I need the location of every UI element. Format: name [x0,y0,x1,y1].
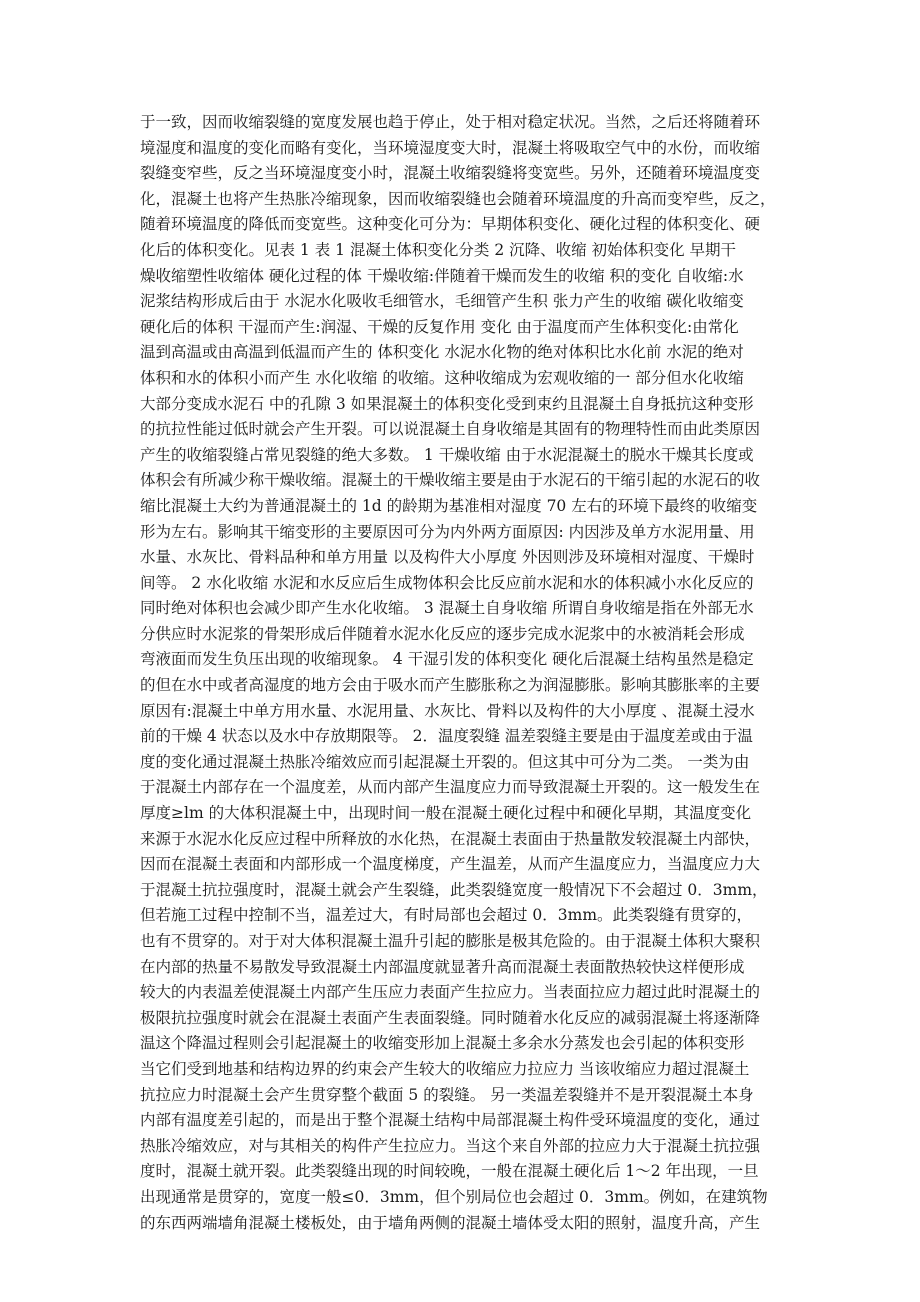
text-line: 形为左右。影响其干缩变形的主要原因可分为内外两方面原因: 内因涉及单方水泥用量、用 [140,522,755,541]
text-line: 热胀冷缩效应，对与其相关的构件产生拉应力。当这个来自外部的拉应力大于混凝土抗拉强 [140,1136,761,1155]
text-line: 产生的收缩裂缝占常见裂缝的绝大多数。 1 干燥收缩 由于水泥混凝土的脱水干燥其长度或 [140,445,754,464]
text-line: 境湿度和温度的变化而略有变化，当环境湿度变大时，混凝土将吸取空气中的水份，而收缩 [140,138,761,157]
text-line: 来源于水泥水化反应过程中所释放的水化热，在混凝土表面由于热量散发较混凝土内部快， [140,829,761,848]
text-line: 前的干燥 4 状态以及水中存放期限等。 2．温度裂缝 温差裂缝主要是由于温度差或由于温 [140,727,753,746]
text-line: 度时，混凝土就开裂。此类裂缝出现的时间较晚，一般在混凝土硬化后 1～2 年出现，一旦 [140,1162,759,1181]
text-line: 于一致，因而收缩裂缝的宽度发展也趋于停止，处于相对稳定状况。当然，之后还将随着环 [140,113,761,131]
body-text [140,110,784,1236]
text-line: 缩比混凝土大约为普通混凝土的 1d 的龄期为基准相对湿度 70 左右的环境下最终的收缩变 [140,496,758,515]
text-line: 出现通常是贯穿的，宽度一般≤0．3mm，但个别局位也会超过 0．3mm。例如，在建筑物 [140,1187,768,1206]
text-line: 原因有:混凝土中单方用水量、水泥用量、水灰比、骨料以及构件的大小厚度 、混凝土浸水 [140,701,755,720]
text-line: 较大的内表温差使混凝土内部产生压应力表面产生拉应力。当表面拉应力超过此时混凝土的 [140,983,761,1002]
text-line: 在内部的热量不易散发导致混凝土内部温度就显著升高而混凝土表面散热较快这样便形成 [140,957,745,976]
text-line: 随着环境温度的降低而变宽些。这种变化可分为：早期体积变化、硬化过程的体积变化、硬 [140,215,761,234]
text-line: 厚度≥lm 的大体积混凝土中，出现时间一般在混凝土硬化过程中和硬化早期，其温度变化 [140,804,752,823]
text-line: 水量、水灰比、骨料品种和单方用量 以及构件大小厚度 外因则涉及环境相对湿度、干燥时 [140,548,755,567]
text-line: 度的变化通过混凝土热胀冷缩效应而引起混凝土开裂的。但这其中可分为二类。 一类为由 [140,752,750,771]
text-line: 于混凝土抗拉强度时，混凝土就会产生裂缝，此类裂缝宽度一般情况下不会超过 0．3mm， [140,880,768,899]
text-line: 温这个降温过程则会引起混凝土的收缩变形加上混凝土多余水分蒸发也会引起的体积变形 [140,1034,745,1053]
text-line: 当它们受到地基和结构边界的约束会产生较大的收缩应力拉应力 当该收缩应力超过混凝土 [140,1059,750,1078]
text-line: 分供应时水泥浆的骨架形成后伴随着水泥水化反应的逐步完成水泥浆中的水被消耗会形成 [140,624,745,643]
text-line: 内部有温度差引起的，而是出于整个混凝土结构中局部混凝土构件受环境温度的变化，通过 [140,1111,761,1130]
text-line: 大部分变成水泥石 中的孔隙 3 如果混凝土的体积变化受到束约且混凝土自身抵抗这种变形 [140,394,754,413]
text-line: 化，混凝土也将产生热胀冷缩现象，因而收缩裂缝也会随着环境温度的升高而变窄些，反之， [140,189,776,208]
text-line: 间等。 2 水化收缩 水泥和水反应后生成物体积会比反应前水泥和水的体积减小水化反应的 [140,573,754,592]
text-line: 极限抗拉强度时就会在混凝土表面产生表面裂缝。同时随着水化反应的减弱混凝土将逐渐降 [140,1008,761,1027]
text-line: 体积会有所减少称干燥收缩。混凝土的干燥收缩主要是由于水泥石的干缩引起的水泥石的收 [140,471,761,490]
text-line: 也有不贯穿的。对于对大体积混凝土温升引起的膨胀是极其危险的。由于混凝土体积大聚积 [140,932,761,950]
text-line: 抗拉应力时混凝土会产生贯穿整个截面 5 的裂缝。 另一类温差裂缝并不是开裂混凝土本身 [140,1085,754,1104]
text-line: 但若施工过程中控制不当，温差过大，有时局部也会超过 0．3mm。此类裂缝有贯穿的， [140,906,753,925]
text-line: 因而在混凝土表面和内部形成一个温度梯度，产生温差，从而产生温度应力，当温度应力大 [140,855,761,874]
text-line: 于混凝土内部存在一个温度差，从而内部产生温度应力而导致混凝土开裂的。这一般发生在 [140,778,761,797]
text-line: 硬化后的体积 干湿而产生:润湿、干燥的反复作用 变化 由于温度而产生体积变化:由常化 [140,317,739,336]
text-line: 同时绝对体积也会减少即产生水化收缩。 3 混凝土自身收缩 所谓自身收缩是指在外部无水 [140,599,754,618]
text-line: 化后的体积变化。见表 1 表 1 混凝土体积变化分类 2 沉降、收缩 初始体积变化 早期干 [140,240,737,259]
text-line: 体积和水的体积小而产生 水化收缩 的收缩。这种收缩成为宏观收缩的一 部分但水化收缩 [140,368,744,387]
text-line: 燥收缩塑性收缩体 硬化过程的体 干燥收缩:伴随着干燥而发生的收缩 积的变化 自收缩:水 [140,266,744,285]
text-line: 的但在水中或者高湿度的地方会由于吸水而产生膨胀称之为润湿膨胀。影响其膨胀率的主要 [140,676,761,695]
text-line: 裂缝变窄些，反之当环境湿度变小时，混凝土收缩裂缝将变宽些。另外，还随着环境温度变 [140,164,761,183]
text-line: 的东西两端墙角混凝土楼板处，由于墙角两侧的混凝土墙体受太阳的照射，温度升高，产生 [140,1213,761,1232]
text-line: 弯液面而发生负压出现的收缩现象。 4 干湿引发的体积变化 硬化后混凝土结构虽然是稳定 [140,650,754,669]
text-line: 温到高温或由高温到低温而产生的 体积变化 水泥水化物的绝对体积比水化前 水泥的绝对 [140,343,744,362]
text-line: 的抗拉性能过低时就会产生开裂。可以说混凝土自身收缩是其固有的物理特性而由此类原因 [140,420,761,439]
text-line: 泥浆结构形成后由于 水泥水化吸收毛细管水，毛细管产生积 张力产生的收缩 碳化收缩变 [140,292,744,311]
